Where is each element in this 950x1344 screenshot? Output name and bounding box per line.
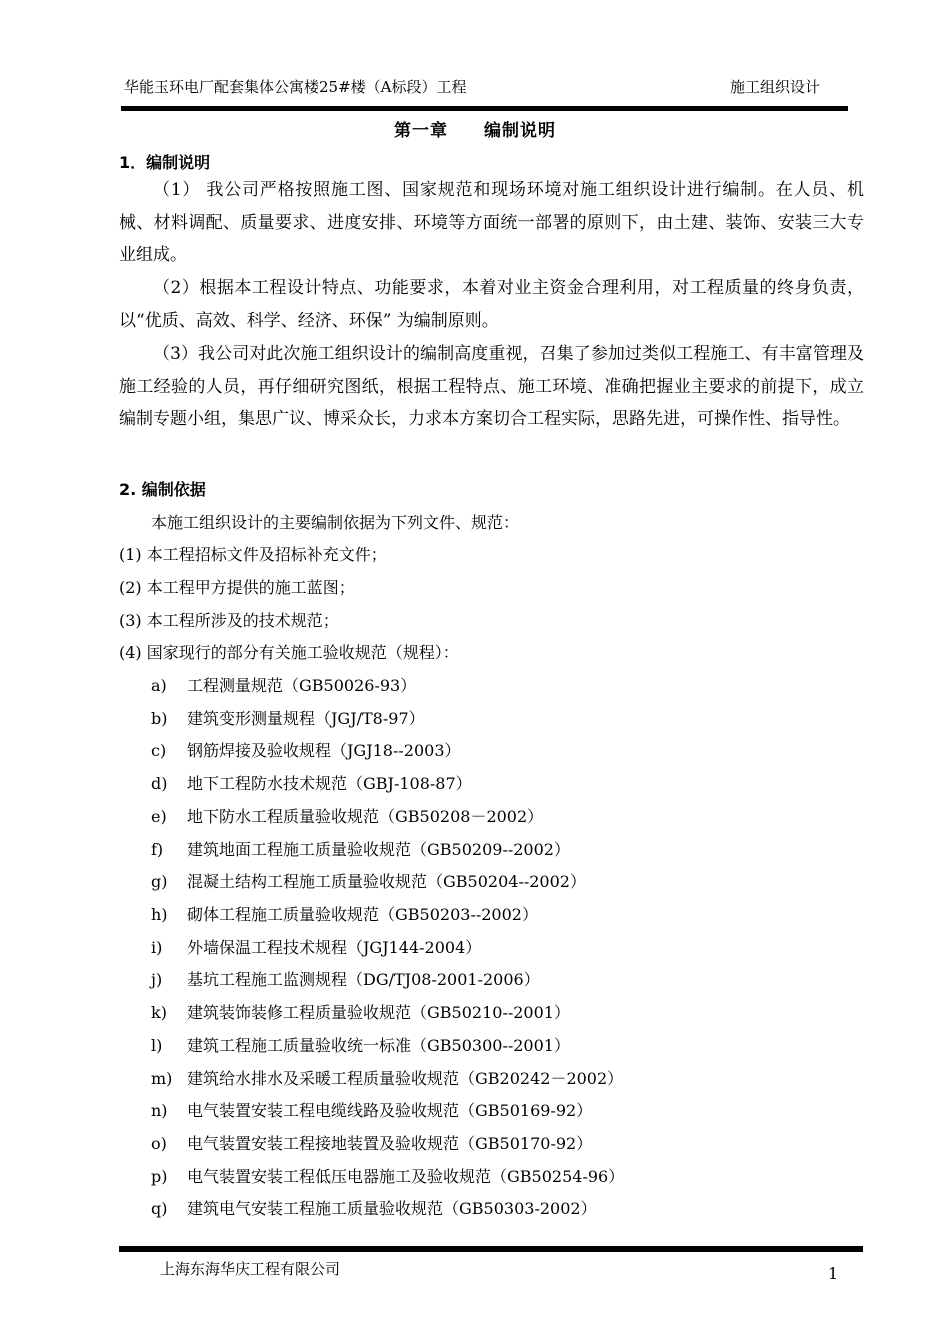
paragraph-1: （1） 我公司严格按照施工图、国家规范和现场环境对施工组织设计进行编制。在人员、机械、材料调配、质量要求、进度安排、环境等方面统一部署的原则下，由土建、装饰、安装三大专业组成。 bbox=[119, 180, 864, 265]
section-heading-compilation-basis: 2. 编制依据 bbox=[119, 480, 206, 499]
standard-text: 建筑给水排水及采暖工程质量验收规范（GB20242－2002） bbox=[187, 1069, 624, 1088]
paragraph-3: （3）我公司对此次施工组织设计的编制高度重视，召集了参加过类似工程施工、有丰富管理及施工经验的人员，再仔细研究图纸，根据工程特点、施工环境、准确把握业主要求的前提下，成立编制专题小组，集思广议、博采众长，力求本方案切合工程实际，思路先进，可操作性、指导性。 bbox=[119, 344, 864, 429]
standard-label: e) bbox=[151, 807, 167, 826]
standard-label: j) bbox=[151, 970, 163, 989]
header-rule bbox=[121, 106, 848, 111]
standard-label: n) bbox=[151, 1101, 168, 1120]
standard-label: l) bbox=[151, 1036, 163, 1055]
standard-item bbox=[151, 1000, 570, 1023]
standard-text: 砌体工程施工质量验收规范（GB50203--2002） bbox=[187, 905, 538, 924]
standard-item bbox=[151, 1098, 592, 1121]
standard-label: h) bbox=[151, 905, 168, 924]
standard-item bbox=[151, 804, 543, 827]
standard-text: 建筑装饰装修工程质量验收规范（GB50210--2001） bbox=[187, 1003, 570, 1022]
standard-text: 外墙保温工程技术规程（JGJ144-2004） bbox=[187, 938, 482, 957]
standard-item bbox=[151, 1164, 624, 1187]
standard-label: i) bbox=[151, 938, 163, 957]
header-document-type: 施工组织设计 bbox=[729, 78, 820, 96]
chapter-name: 编制说明 bbox=[484, 121, 556, 141]
standard-item bbox=[151, 1196, 597, 1219]
standard-text: 混凝土结构工程施工质量验收规范（GB50204--2002） bbox=[187, 872, 586, 891]
standard-item bbox=[151, 1066, 623, 1089]
standard-label: f) bbox=[151, 840, 164, 859]
standard-item bbox=[151, 837, 570, 860]
standard-text: 基坑工程施工监测规程（DG/TJ08-2001-2006） bbox=[187, 970, 540, 989]
page-header bbox=[124, 76, 846, 98]
standard-text: 建筑变形测量规程（JGJ/T8-97） bbox=[187, 709, 425, 728]
standard-text: 钢筋焊接及验收规程（JGJ18--2003） bbox=[187, 741, 461, 760]
standard-label: k) bbox=[151, 1003, 167, 1022]
standard-text: 建筑电气安装工程施工质量验收规范（GB50303-2002） bbox=[187, 1199, 597, 1218]
chapter-number: 第一章 bbox=[394, 121, 448, 141]
standard-item bbox=[151, 902, 538, 925]
standard-item bbox=[151, 771, 472, 794]
standard-label: q) bbox=[151, 1199, 168, 1218]
basis-item: (1) 本工程招标文件及招标补充文件； bbox=[119, 545, 387, 564]
standard-item bbox=[151, 738, 461, 761]
standard-item bbox=[151, 1131, 592, 1154]
standard-label: o) bbox=[151, 1134, 167, 1153]
standard-item bbox=[151, 967, 540, 990]
standard-label: g) bbox=[151, 872, 168, 891]
paragraph-2: （2）根据本工程设计特点、功能要求，本着对业主资金合理利用，对工程质量的终身负责，以“优质、高效、科学、经济、环保” 为编制原则。 bbox=[119, 278, 864, 331]
standard-text: 建筑工程施工质量验收统一标准（GB50300--2001） bbox=[187, 1036, 570, 1055]
standard-label: b) bbox=[151, 709, 168, 728]
chapter-title bbox=[0, 116, 950, 141]
standard-label: c) bbox=[151, 741, 167, 760]
basis-item: (3) 本工程所涉及的技术规范； bbox=[119, 611, 339, 630]
standard-text: 工程测量规范（GB50026-93） bbox=[187, 676, 417, 695]
standard-label: m) bbox=[151, 1069, 173, 1088]
section-heading-compilation-notes: 1．编制说明 bbox=[119, 153, 211, 172]
standard-text: 电气装置安装工程低压电器施工及验收规范（GB50254-96） bbox=[187, 1167, 625, 1186]
standard-text: 电气装置安装工程接地装置及验收规范（GB50170-92） bbox=[187, 1134, 593, 1153]
standard-label: p) bbox=[151, 1167, 168, 1186]
standard-text: 建筑地面工程施工质量验收规范（GB50209--2002） bbox=[187, 840, 570, 859]
footer-company-name: 上海东海华庆工程有限公司 bbox=[160, 1260, 341, 1278]
standard-text: 地下防水工程质量验收规范（GB50208－2002） bbox=[187, 807, 544, 826]
standard-item bbox=[151, 869, 586, 892]
basis-item: (2) 本工程甲方提供的施工蓝图； bbox=[119, 578, 355, 597]
standard-item bbox=[151, 673, 416, 696]
header-project-title: 华能玉环电厂配套集体公寓楼25#楼（A标段）工程 bbox=[124, 78, 467, 96]
basis-intro: 本施工组织设计的主要编制依据为下列文件、规范： bbox=[151, 513, 520, 532]
standard-text: 电气装置安装工程电缆线路及验收规范（GB50169-92） bbox=[187, 1101, 593, 1120]
standard-item bbox=[151, 1033, 570, 1056]
standard-item bbox=[151, 935, 481, 958]
standard-text: 地下工程防水技术规范（GBJ-108-87） bbox=[187, 774, 472, 793]
page-number: 1 bbox=[828, 1264, 839, 1283]
standard-item bbox=[151, 706, 425, 729]
footer-rule bbox=[119, 1246, 863, 1252]
basis-item: (4) 国家现行的部分有关施工验收规范（规程）： bbox=[119, 643, 459, 662]
standard-label: a) bbox=[151, 676, 167, 695]
standard-label: d) bbox=[151, 774, 168, 793]
